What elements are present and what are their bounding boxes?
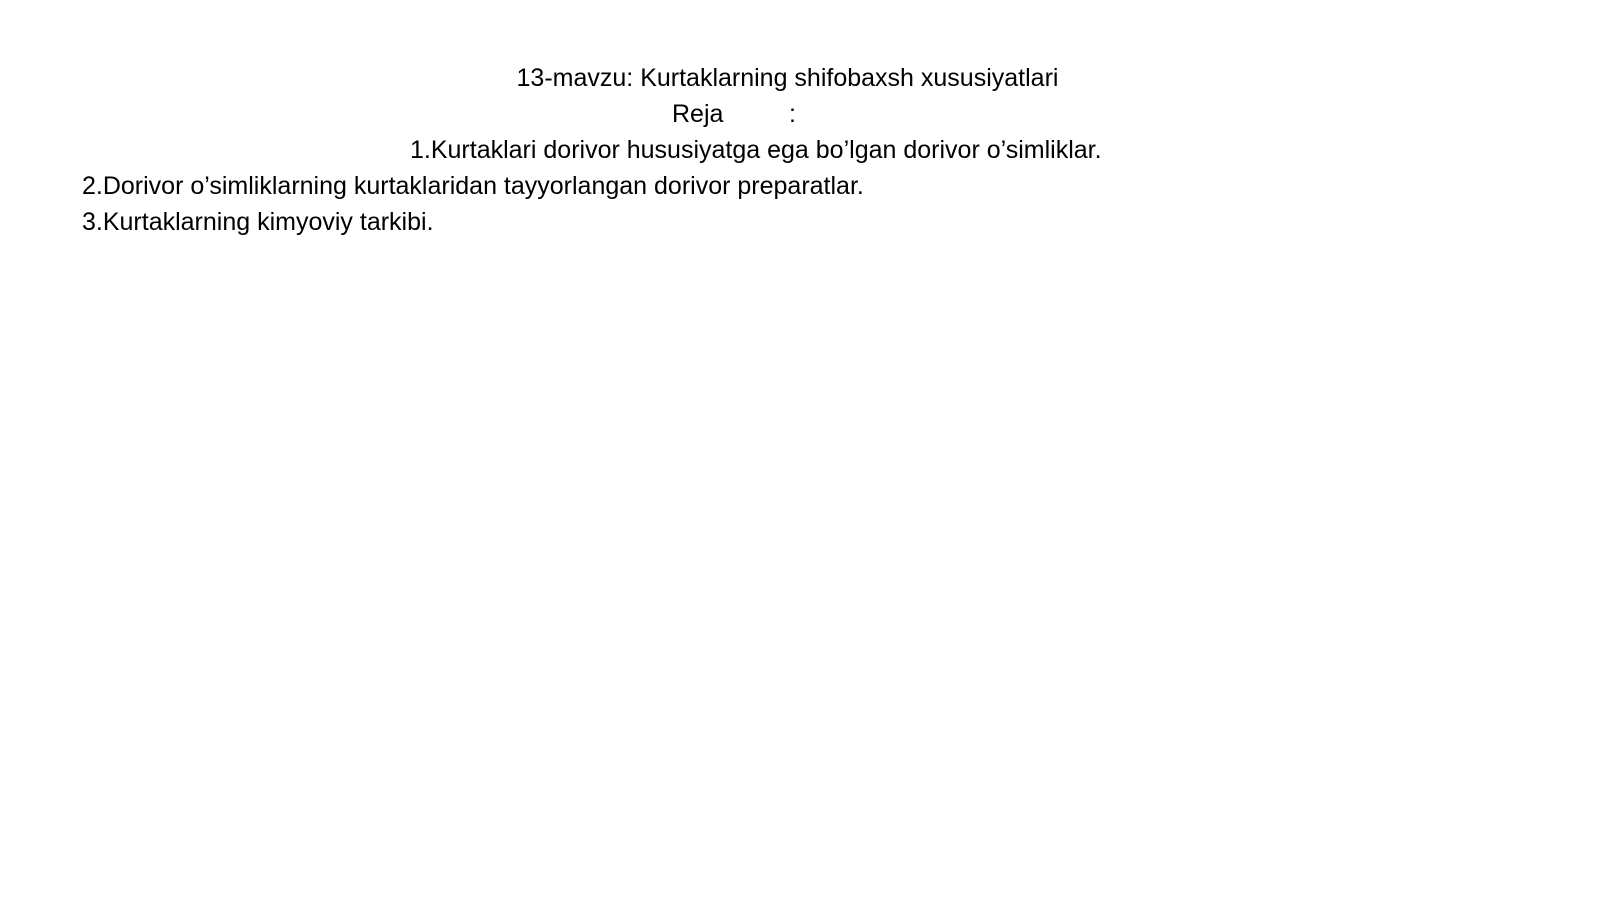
plan-label: Reja [672, 100, 724, 128]
slide-title [0, 60, 1600, 96]
plan-item-2: 2.Dorivor o’simliklarning kurtaklaridan tayyorlangan dorivor preparatlar. [82, 172, 864, 200]
plan-colon: : [789, 100, 796, 128]
slide-title-text: 13-mavzu: Kurtaklarning shifobaxsh xususiyatlari [516, 64, 1059, 92]
plan-item-3: 3.Kurtaklarning kimyoviy tarkibi. [82, 208, 434, 236]
plan-item-1: 1.Kurtaklari dorivor hususiyatga ega bo’lgan dorivor o’simliklar. [410, 136, 1102, 164]
